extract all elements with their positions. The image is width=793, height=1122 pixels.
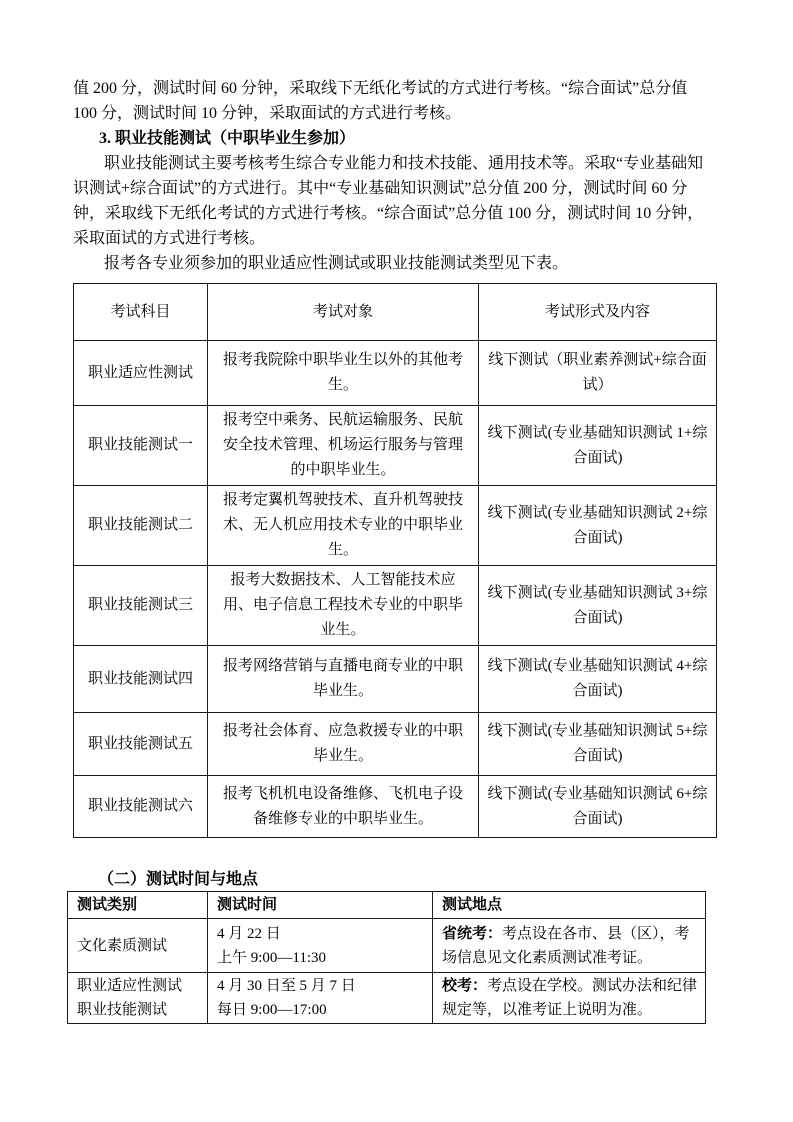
time-cell	[208, 919, 433, 973]
table-cell: 线下测试(专业基础知识测试 4+综合面试)	[479, 646, 717, 713]
table-row	[74, 713, 717, 776]
text-line: 文化素质测试	[77, 937, 168, 954]
table-cell: 线下测试(专业基础知识测试 2+综合面试)	[479, 486, 717, 566]
table-cell: 报考社会体育、应急救援专业的中职毕业生。	[208, 713, 479, 776]
location-cell: 省统考：考点设在各市、县（区），考场信息见文化素质测试准考证。	[433, 919, 706, 973]
text-line: 采取面试的方式进行考核。	[73, 230, 266, 247]
table-cell: 职业技能测试六	[74, 776, 208, 838]
table-cell: 职业技能测试四	[74, 646, 208, 713]
location-cell: 校考：考点设在学校。测试办法和纪律规定等，以准考证上说明为准。	[433, 973, 706, 1024]
table-row	[74, 776, 717, 838]
text-line: 钟，采取线下无纸化考试的方式进行考核。“综合面试”总分值 100 分，测试时间 10 分钟，	[73, 205, 704, 222]
test-type-table	[73, 283, 717, 838]
text-line: 职业技能测试主要考核考生综合专业能力和技术技能、通用技术等。采取“专业基础知	[104, 155, 704, 172]
column-header: 测试类别	[68, 892, 208, 919]
table-row	[74, 646, 717, 713]
intro-paragraph	[73, 76, 721, 126]
table-cell: 报考网络营销与直播电商专业的中职毕业生。	[208, 646, 479, 713]
column-header: 测试地点	[433, 892, 706, 919]
category-cell	[68, 973, 208, 1024]
text-line: 100 分，测试时间 10 分钟，采取面试的方式进行考核。	[73, 105, 462, 122]
table-cell: 报考我院除中职毕业生以外的其他考生。	[208, 341, 479, 406]
table-row	[74, 566, 717, 646]
text-line: 4 月 30 日至 5 月 7 日	[217, 978, 356, 994]
table-cell: 线下测试(专业基础知识测试 6+综合面试)	[479, 776, 717, 838]
text-line: 值 200 分，测试时间 60 分钟，采取线下无纸化考试的方式进行考核。“综合面试”总分值	[73, 80, 688, 97]
table-cell: 职业适应性测试	[74, 341, 208, 406]
column-header: 测试时间	[208, 892, 433, 919]
table-row	[74, 486, 717, 566]
table-row	[74, 341, 717, 406]
table-cell: 职业技能测试一	[74, 406, 208, 486]
table-cell: 线下测试(专业基础知识测试 5+综合面试)	[479, 713, 717, 776]
table-cell: 线下测试（职业素养测试+综合面试）	[479, 341, 717, 406]
text-line: 识测试+综合面试”的方式进行。其中“专业基础知识测试”总分值 200 分，测试时间 60 分	[73, 180, 688, 197]
table-row	[68, 919, 706, 973]
table-intro-paragraph	[73, 251, 721, 276]
table-cell: 报考飞机机电设备维修、飞机电子设备维修专业的中职毕业生。	[208, 776, 479, 838]
time-cell	[208, 973, 433, 1024]
table-cell: 职业技能测试五	[74, 713, 208, 776]
table-cell: 职业技能测试二	[74, 486, 208, 566]
section3-paragraph	[73, 151, 721, 251]
section3-heading: 3. 职业技能测试（中职毕业生参加）	[99, 130, 356, 147]
category-cell	[68, 919, 208, 973]
section2-heading: （二）测试时间与地点	[98, 871, 259, 888]
location-type-label: 校考：	[442, 978, 488, 994]
schedule-table	[67, 891, 706, 1024]
location-type-label: 省统考：	[442, 925, 503, 942]
table-cell: 报考空中乘务、民航运输服务、民航安全技术管理、机场运行服务与管理的中职毕业生。	[208, 406, 479, 486]
table-header-row	[74, 284, 717, 341]
table-cell: 报考定翼机驾驶技术、直升机驾驶技术、无人机应用技术专业的中职毕业生。	[208, 486, 479, 566]
text-line: 职业技能测试	[77, 1002, 168, 1018]
table-row	[74, 406, 717, 486]
text-line: 4 月 22 日	[217, 925, 281, 942]
table-cell: 线下测试(专业基础知识测试 1+综合面试)	[479, 406, 717, 486]
text-line: 职业适应性测试	[77, 978, 183, 994]
table-header-row	[68, 892, 706, 919]
table-intro-line: 报考各专业须参加的职业适应性测试或职业技能测试类型见下表。	[104, 255, 569, 272]
column-header: 考试对象	[208, 284, 479, 341]
text-line: 上午 9:00—11:30	[217, 949, 327, 966]
text-line: 每日 9:00—17:00	[217, 1002, 327, 1018]
column-header: 考试形式及内容	[479, 284, 717, 341]
table-row	[68, 973, 706, 1024]
table-cell: 报考大数据技术、人工智能技术应用、电子信息工程技术专业的中职毕业生。	[208, 566, 479, 646]
table-cell: 职业技能测试三	[74, 566, 208, 646]
table-cell: 线下测试(专业基础知识测试 3+综合面试)	[479, 566, 717, 646]
column-header: 考试科目	[74, 284, 208, 341]
